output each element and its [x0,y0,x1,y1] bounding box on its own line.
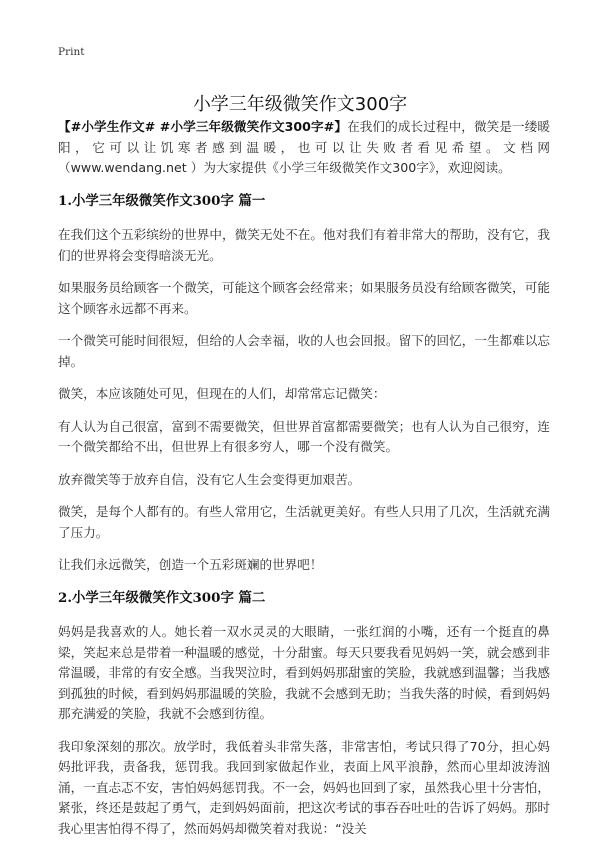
section-heading-2: 2.小学三年级微笑作文300字 篇二 [58,589,266,606]
intro-tags: 【#小学生作文# #小学三年级微笑作文300字#】 [58,119,348,134]
paragraph: 让我们永远微笑，创造一个五彩斑斓的世界吧！ [58,557,323,572]
section-heading-1: 1.小学三年级微笑作文300字 篇一 [58,192,266,209]
paragraph: 妈妈是我喜欢的人。她长着一双水灵灵的大眼睛，一张红润的小嘴，还有一个挺直的鼻梁，笑起来总是带着一种温暖的感觉，十分甜蜜。每天只要我看见妈妈一笑，就会感到非常温暖，非常的有安全感。当我哭泣时，看到妈妈那甜蜜的笑脸，我就感到温馨；当我感到孤独的时候，看到妈妈那温暖的笑脸，我就不会感到无助；当我失落的时候，看到妈妈那充满爱的笑脸，我就不会感到彷徨。 [58,624,550,721]
paragraph: 有人认为自己很富，富到不需要微笑，但世界首富都需要微笑；也有人认为自己很穷，连一个微笑都给不出，但世界上有很多穷人，哪一个没有微笑。 [58,418,550,454]
paragraph: 微笑，本应该随处可见，但现在的人们，却常常忘记微笑： [58,386,386,401]
page-title: 小学三年级微笑作文300字 [192,94,408,116]
paragraph: 一个微笑可能时间很短，但给的人会幸福，收的人也会回报。留下的回忆，一生都难以忘掉。 [58,333,550,369]
paragraph: 微笑，是每个人都有的。有些人常用它，生活就更美好。有些人只用了几次，生活就充满了压力。 [58,504,550,540]
paragraph: 放弃微笑等于放弃自信，没有它人生会变得更加艰苦。 [58,471,361,487]
print-label[interactable]: Print [58,46,85,58]
article-body [58,117,550,851]
intro-paragraph [58,117,550,179]
paragraph: 如果服务员给顾客一个微笑，可能这个顾客会经常来；如果服务员没有给顾客微笑，可能这个顾客永远都不再来。 [58,280,550,316]
paragraph: 我印象深刻的那次。放学时，我低着头非常失落，非常害怕，考试只得了70分，担心妈妈批评我，责备我，惩罚我。我回到家做起作业，表面上风平浪静，然而心里却波涛汹涌，一直忐忑不安，害怕妈妈惩罚我。不一会，妈妈也回到了家，虽然我心里十分害怕，紧张，终还是鼓起了勇气，走到妈妈面前，把这次考试的事吞吞吐吐的告诉了妈妈。那时我心里害怕得不得了，然而妈妈却微笑着对我说：“没关 [58,738,550,836]
intro-text: 在我们的成长过程中，微笑是一缕暖阳，它可以让饥寒者感到温暖，也可以让失败者看见希望。文档网（www.wendang.net ）为大家提供《小学三年级微笑作文300字》，欢迎阅读。 [58,119,551,175]
paragraph: 在我们这个五彩缤纷的世界中，微笑无处不在。他对我们有着非常大的帮助，没有它，我们的世界将会变得暗淡无光。 [58,227,550,263]
